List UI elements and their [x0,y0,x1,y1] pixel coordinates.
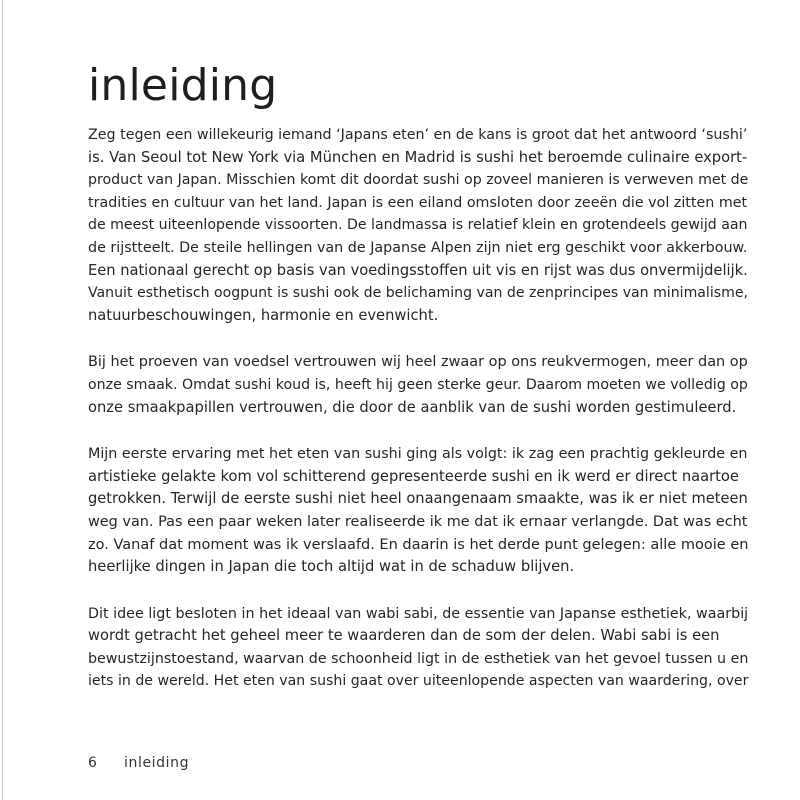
text-line: onze smaakpapillen vertrouwen, die door de aanblik van de sushi worden gestimuleerd. [88,398,737,416]
paragraph-1 [88,124,748,327]
text-line: de meest uiteenlopende vissoorten. De landmassa is relatief klein en grotendeels gewijd aan [88,217,748,234]
text-line: weg van. Pas een paar weken later realiseerde ik me dat ik ernaar verlangde. Dat was echt [88,513,748,530]
page-gutter-edge [2,0,3,800]
paragraph-2 [88,351,748,419]
text-line: getrokken. Terwijl de eerste sushi niet heel onaangenaam smaakte, was ik er niet meteen [88,490,748,508]
page-number: 6 [88,755,98,771]
paragraph-3 [88,443,748,579]
text-line: bewustzijnstoestand, waarvan de schoonheid ligt in de esthetiek van het gevoel tussen u en [88,650,749,667]
text-line: onze smaak. Omdat sushi koud is, heeft hij geen sterke geur. Daarom moeten we volledig op [88,376,748,393]
text-line: artistieke gelakte kom vol schitterend gepresenteerde sushi en ik werd er direct naartoe [88,467,739,485]
text-line: Vanuit esthetisch oogpunt is sushi ook de belichaming van de zenprincipes van minimalisme, [88,285,748,302]
text-line: iets in de wereld. Het eten van sushi gaat over uiteenlopende aspecten van waardering, over [88,673,749,690]
chapter-heading: inleiding [88,60,278,111]
text-line: Bij het proeven van voedsel vertrouwen wij heel zwaar op ons reukvermogen, meer dan op [88,354,748,371]
text-line: Mijn eerste ervaring met het eten van sushi ging als volgt: ik zag een prachtig gekleurde en [88,446,748,463]
body-text [88,124,748,717]
paragraph-4 [88,603,748,693]
text-line: wordt getracht het geheel meer te waarderen dan de som der delen. Wabi sabi is een [88,627,720,645]
text-line: is. Van Seoul tot New York via München en Madrid is sushi het beroemde culinaire export- [88,148,748,166]
text-line: zo. Vanaf dat moment was ik verslaafd. En daarin is het derde punt gelegen: alle mooie en [88,536,749,553]
text-line: tradities en cultuur van het land. Japan is een eiland omsloten door zeeën die vol zitten met [88,194,748,211]
text-line: Zeg tegen een willekeurig iemand ‘Japans eten’ en de kans is groot dat het antwoord ‘sushi’ [88,127,748,143]
running-footer-section: inleiding [124,755,190,771]
page-footer [88,755,189,771]
text-line: Een nationaal gerecht op basis van voedingsstoffen uit vis en rijst was dus onvermijdelijk. [88,261,748,279]
text-line: de rijstteelt. De steile hellingen van de Japanse Alpen zijn niet erg geschikt voor akkerbouw. [88,239,748,256]
text-line: heerlijke dingen in Japan die toch altijd wat in de schaduw blijven. [88,558,575,576]
text-line: Dit idee ligt besloten in het ideaal van wabi sabi, de essentie van Japanse esthetiek, waarbij [88,605,749,622]
text-line: natuurbeschouwingen, harmonie en evenwicht. [88,306,439,324]
text-line: product van Japan. Misschien komt dit doordat sushi op zoveel manieren is verweven met de [88,172,749,189]
